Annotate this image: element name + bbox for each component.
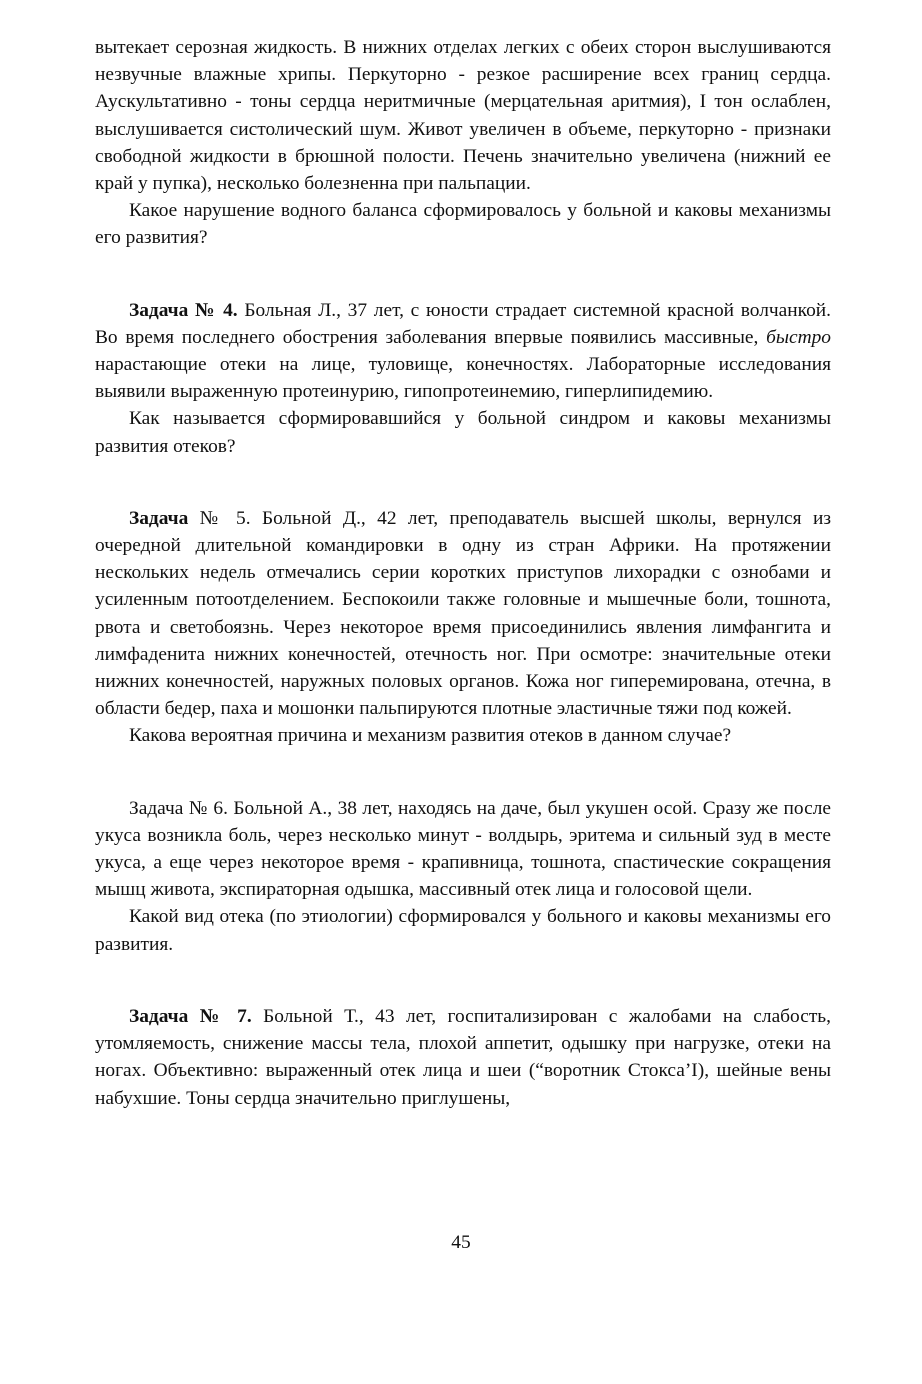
task-7-text: Больной Т., 43 лет, госпитализирован с жалобами на слабость, утомляемость, снижение массы тела, плохой аппетит, одышку при нагрузке, отеки на ногах. Объективно: выраженный отек лица и шеи (“воротник Стокса’I), шейные вены набухшие. Тоны сердца значительно приглушены, (95, 1005, 831, 1109)
task-7-label: Задача № 7. (129, 1005, 252, 1027)
task-7-paragraph (95, 1003, 831, 1112)
document-body (95, 34, 831, 1112)
paragraph-case-continuation: вытекает серозная жидкость. В нижних отделах легких с обеих сторон выслушиваются незвучные влажные хрипы. Перкуторно - резкое расширение всех границ сердца. Аускультативно - тоны сердца неритмичные (мерцательная аритмия), I тон ослаблен, выслушивается систолический шум. Живот увеличен в объеме, перкуторно - признаки свободной жидкости в брюшной полости. Печень значительно увеличена (нижний ее край у пупка), несколько болезненна при пальпации. (95, 37, 831, 195)
task-4-paragraph (95, 297, 831, 406)
question-task-3: Какое нарушение водного баланса сформировалось у больной и каковы механизмы его развития? (95, 200, 831, 249)
task-4-text-a: Больная Л., 37 лет, с юности страдает системной красной волчанкой. Во время последнего обострения заболевания впервые появились массивные, (95, 299, 831, 348)
question-task-4: Как называется сформировавшийся у больной синдром и каковы механизмы развития отеков? (95, 408, 831, 457)
question-task-6: Какой вид отека (по этиологии) сформировался у больного и каковы механизмы его развития. (95, 906, 831, 955)
page-number: 45 (451, 1232, 471, 1253)
task-5-label: Задача (129, 507, 189, 529)
task-4-emphasis: быстро (766, 326, 831, 348)
question-task-5: Какова вероятная причина и механизм развития отеков в данном случае? (129, 725, 732, 747)
task-5-text: № 5. Больной Д., 42 лет, преподаватель высшей школы, вернулся из очередной длительной командировки в одну из стран Африки. На протяжении нескольких недель отмечались серии коротких приступов лихорадки с ознобами и усиленным потоотделением. Беспокоили также головные и мышечные боли, тошнота, рвота и светобоязнь. Через некоторое время присоединились явления лимфангита и лимфаденита нижних конечностей, отечность ног. При осмотре: значительные отеки нижних конечностей, наружных половых органов. Кожа ног гиперемирована, отечна, в области бедер, паха и мошонки пальпируются плотные эластичные тяжи под кожей. (95, 507, 831, 720)
task-5-paragraph (95, 505, 831, 723)
task-4-text-b: нарастающие отеки на лице, туловище, конечностях. Лабораторные исследования выявили выраженную протеинурию, гипопротеинемию, гиперлипидемию. (95, 354, 831, 403)
task-6-paragraph: Задача № 6. Больной А., 38 лет, находясь на даче, был укушен осой. Сразу же после укуса возникла боль, через несколько минут - волдырь, эритема и сильный зуд в месте укуса, а еще через некоторое время - крапивница, тошнота, спастические сокращения мышц живота, экспираторная одышка, массивный отек лица и голосовой щели. (95, 797, 831, 901)
task-4-label: Задача № 4. (129, 299, 238, 321)
